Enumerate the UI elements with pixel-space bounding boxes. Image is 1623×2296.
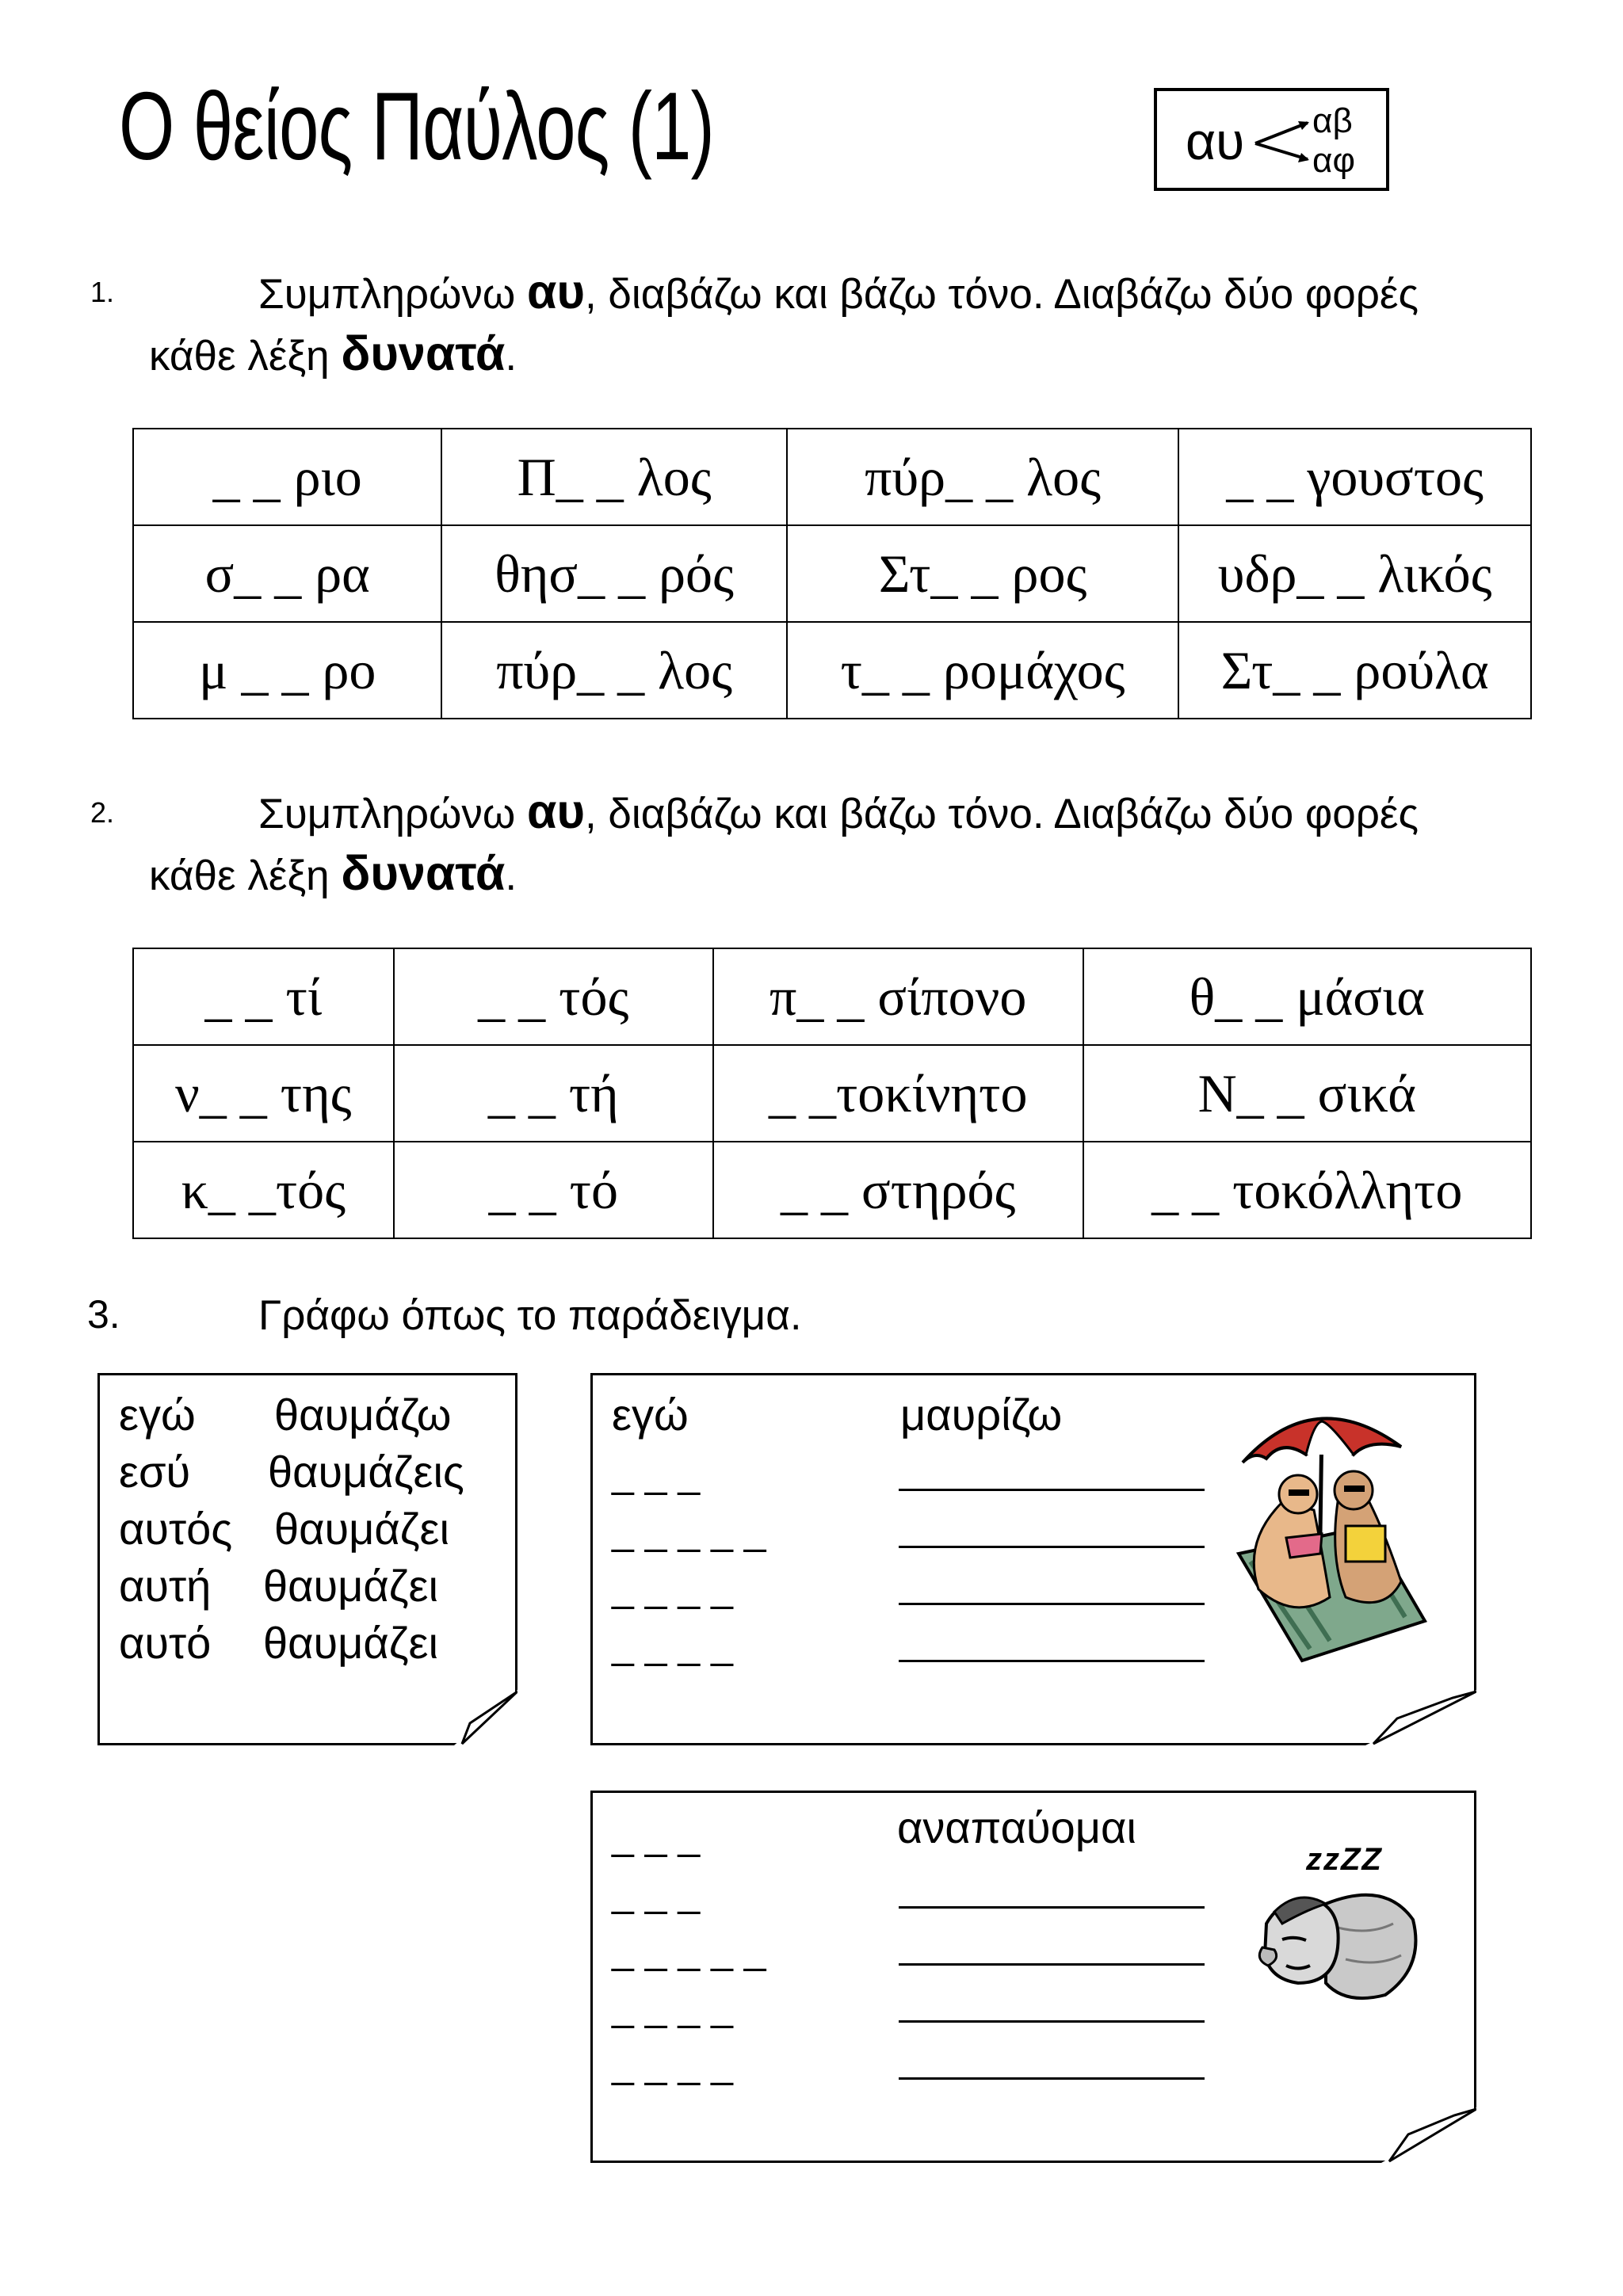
example-row (119, 1558, 464, 1615)
page-curl-icon (1381, 2107, 1476, 2163)
table-cell: πύρ_ _ λος (441, 622, 786, 719)
table-cell: π_ _ σίπονο (713, 948, 1083, 1045)
table-cell: θησ_ _ ρός (441, 525, 786, 622)
instr-bold: δυνατά (341, 326, 506, 380)
table-cell: _ _ τί (133, 948, 394, 1045)
example-row (119, 1386, 464, 1444)
verb-answer-line (899, 1906, 1205, 1909)
verb-answer-line (899, 1489, 1205, 1491)
example-verb: θαυμάζεις (268, 1447, 464, 1497)
card2-verb: αναπαύομαι (897, 1802, 1136, 1852)
pronoun-blank: _ _ _ _ (612, 1985, 733, 2029)
example-verb: θαυμάζει (263, 1618, 438, 1668)
page-curl-icon (1365, 1690, 1476, 1745)
example-pronoun: αυτή (119, 1561, 212, 1611)
example-pronoun: αυτός (119, 1504, 233, 1554)
exercise1-table (132, 428, 1532, 719)
sleeping-man-icon (1251, 1880, 1425, 2007)
verb-answer-line (899, 1963, 1205, 1966)
rule-option-2: αφ (1312, 141, 1355, 180)
verb-answer-line (899, 1546, 1205, 1548)
exercise3-instruction: Γράφω όπως το παράδειγμα. (258, 1292, 802, 1339)
rule-option-1: αβ (1312, 101, 1353, 140)
example-pronoun: εσύ (119, 1447, 191, 1497)
table-cell: θ_ _ μάσια (1083, 948, 1531, 1045)
example-row (119, 1501, 464, 1558)
card1-pronoun: εγώ (612, 1390, 689, 1440)
pronoun-blank: _ _ _ (612, 1871, 701, 1915)
table-cell: _ _ τοκόλλητο (1083, 1142, 1531, 1238)
table-cell: Στ_ _ ρούλα (1178, 622, 1531, 719)
example-verb: θαυμάζει (274, 1504, 449, 1554)
table-cell: _ _ ριο (133, 429, 441, 525)
example-verb: θαυμάζω (274, 1390, 452, 1440)
example-row (119, 1615, 464, 1672)
instr-text: . (505, 333, 517, 379)
au-rule-box (1154, 88, 1389, 191)
table-cell: _ _τοκίνητο (713, 1045, 1083, 1142)
exercise1-number: 1. (90, 276, 115, 308)
verb-answer-line (899, 2077, 1205, 2080)
exercise1-line2 (149, 325, 517, 383)
exercise2-number: 2. (90, 796, 115, 829)
verb-answer-line (899, 2020, 1205, 2023)
table-cell: Ν_ _ σικά (1083, 1045, 1531, 1142)
pronoun-blank: _ _ _ (612, 1814, 701, 1858)
sunbathing-couple-icon (1227, 1407, 1433, 1669)
instr-bold: αυ (526, 265, 585, 318)
table-cell: _ _ τό (394, 1142, 713, 1238)
rule-main: αυ (1186, 112, 1245, 170)
page-curl-icon (454, 1690, 517, 1745)
exercise2-line1 (258, 783, 1419, 841)
table-cell: πύρ_ _ λος (787, 429, 1178, 525)
table-cell: κ_ _τός (133, 1142, 394, 1238)
example-list (119, 1386, 464, 1672)
instr-text: . (505, 852, 517, 899)
verb-answer-line (899, 1603, 1205, 1605)
conjugation-card-1 (590, 1373, 1476, 1745)
table-cell: _ _ γουστος (1178, 429, 1531, 525)
exercise2-line2 (149, 845, 517, 902)
verb-answer-line (899, 1660, 1205, 1662)
example-row (119, 1444, 464, 1501)
table-cell: Στ_ _ ρος (787, 525, 1178, 622)
pronoun-blank: _ _ _ _ _ (612, 1508, 766, 1553)
table-cell: _ _ τός (394, 948, 713, 1045)
table-cell: _ _ τή (394, 1045, 713, 1142)
pronoun-blank: _ _ _ _ (612, 1566, 733, 1610)
instr-bold: αυ (526, 784, 585, 838)
instr-text: Συμπληρώνω (258, 271, 527, 318)
page-title: Ο θείος Παύλος (1) (119, 72, 714, 180)
instr-text: κάθε λέξη (149, 333, 342, 379)
instr-bold: δυνατά (341, 846, 506, 900)
card1-verb: μαυρίζω (900, 1390, 1063, 1440)
table-cell: ν_ _ της (133, 1045, 394, 1142)
table-cell: Π_ _ λος (441, 429, 786, 525)
table-cell: _ _ στηρός (713, 1142, 1083, 1238)
pronoun-blank: _ _ _ _ _ (612, 1928, 766, 1972)
instr-text: Συμπληρώνω (258, 791, 527, 837)
example-verb: θαυμάζει (263, 1561, 438, 1611)
branch-arrows-icon (1252, 110, 1316, 174)
table-cell: υδρ_ _ λικός (1178, 525, 1531, 622)
example-pronoun: εγώ (119, 1390, 196, 1440)
pronoun-blank: _ _ _ _ (612, 2042, 733, 2086)
exercise3-number: 3. (87, 1292, 120, 1337)
example-pronoun: αυτό (119, 1618, 212, 1668)
table-cell: τ_ _ ρομάχος (787, 622, 1178, 719)
example-note (97, 1373, 517, 1745)
exercise1-line1 (258, 263, 1419, 321)
instr-text: κάθε λέξη (149, 852, 342, 899)
pronoun-blank: _ _ _ _ (612, 1623, 733, 1667)
pronoun-blank: _ _ _ (612, 1451, 701, 1496)
table-cell: μ _ _ ρο (133, 622, 441, 719)
sleep-zzz-text: zzZZ (1306, 1842, 1383, 1877)
table-cell: σ_ _ ρα (133, 525, 441, 622)
instr-text: , διαβάζω και βάζω τόνο. Διαβάζω δύο φορές (584, 791, 1419, 837)
conjugation-card-2 (590, 1791, 1476, 2163)
instr-text: , διαβάζω και βάζω τόνο. Διαβάζω δύο φορές (584, 271, 1419, 318)
exercise2-table (132, 948, 1532, 1239)
